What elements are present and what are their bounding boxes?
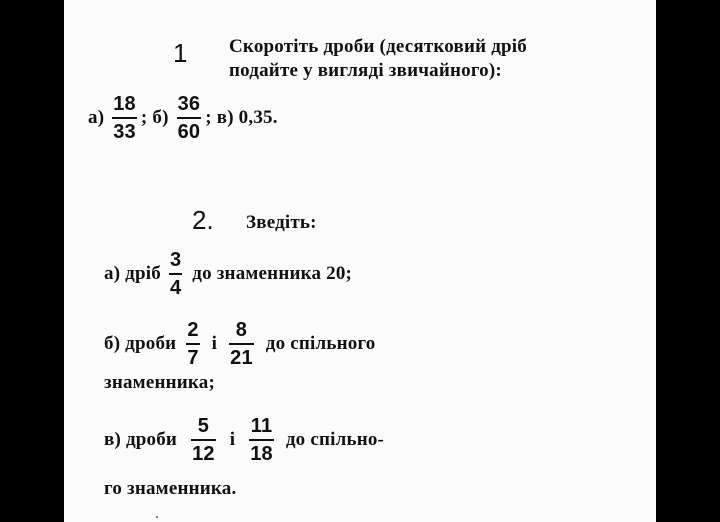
task2-item-c — [104, 416, 384, 464]
task2-b-prefix: б) дроби — [104, 333, 177, 354]
task2-c-and: і — [229, 429, 236, 450]
fraction-11-18 — [249, 416, 274, 464]
fraction-denominator: 60 — [177, 121, 201, 143]
task1-title-line2: подайте у вигляді звичайного): — [229, 60, 502, 81]
fraction-numerator: 5 — [197, 415, 210, 437]
fraction-18-33 — [112, 94, 137, 142]
fraction-denominator: 33 — [113, 121, 136, 143]
fraction-5-12 — [191, 416, 216, 464]
task2-c-suffix: до спільно- — [285, 429, 385, 450]
task1-rest: ; в) 0,35. — [205, 107, 278, 128]
fraction-bar — [186, 343, 199, 345]
fraction-8-21 — [229, 320, 254, 368]
task2-b-suffix: до спільного — [265, 333, 376, 354]
task2-a-prefix: а) дріб — [104, 263, 161, 284]
fraction-numerator: 36 — [177, 93, 201, 115]
fraction-bar — [249, 439, 274, 441]
fraction-bar — [177, 117, 202, 119]
fraction-numerator: 8 — [235, 319, 248, 341]
fraction-bar — [229, 343, 254, 345]
speck-mark — [156, 516, 158, 518]
task2-number: 2. — [192, 205, 214, 235]
task2-c-line2: го знаменника. — [104, 478, 237, 499]
fraction-2-7 — [186, 320, 199, 368]
fraction-bar — [169, 273, 182, 275]
fraction-numerator: 11 — [250, 415, 273, 437]
task1-number: 1 — [173, 38, 188, 68]
task1-items-line — [88, 94, 278, 142]
fraction-denominator: 4 — [169, 277, 182, 299]
fraction-bar — [191, 439, 216, 441]
task2-c-prefix: в) дроби — [104, 429, 178, 450]
fraction-numerator: 3 — [169, 249, 182, 271]
task1-a-label: а) — [88, 107, 105, 128]
task2-item-a — [104, 250, 352, 298]
task1-separator-b: ; б) — [140, 107, 169, 128]
task2-b-line2: знаменника; — [104, 372, 215, 393]
task2-a-suffix: до знаменника 20; — [192, 263, 353, 284]
fraction-bar — [112, 117, 137, 119]
fraction-numerator: 18 — [113, 93, 136, 115]
fraction-denominator: 18 — [250, 443, 273, 465]
fraction-3-4 — [169, 250, 182, 298]
fraction-36-60 — [177, 94, 202, 142]
task1-title-line1: Скоротіть дроби (десятковий дріб — [229, 36, 527, 57]
task2-b-and: і — [211, 333, 218, 354]
fraction-denominator: 21 — [230, 347, 253, 369]
fraction-denominator: 12 — [192, 443, 215, 465]
fraction-denominator: 7 — [187, 347, 199, 369]
task2-item-b — [104, 320, 376, 368]
fraction-numerator: 2 — [187, 319, 199, 341]
task2-title: Зведіть: — [246, 212, 317, 233]
